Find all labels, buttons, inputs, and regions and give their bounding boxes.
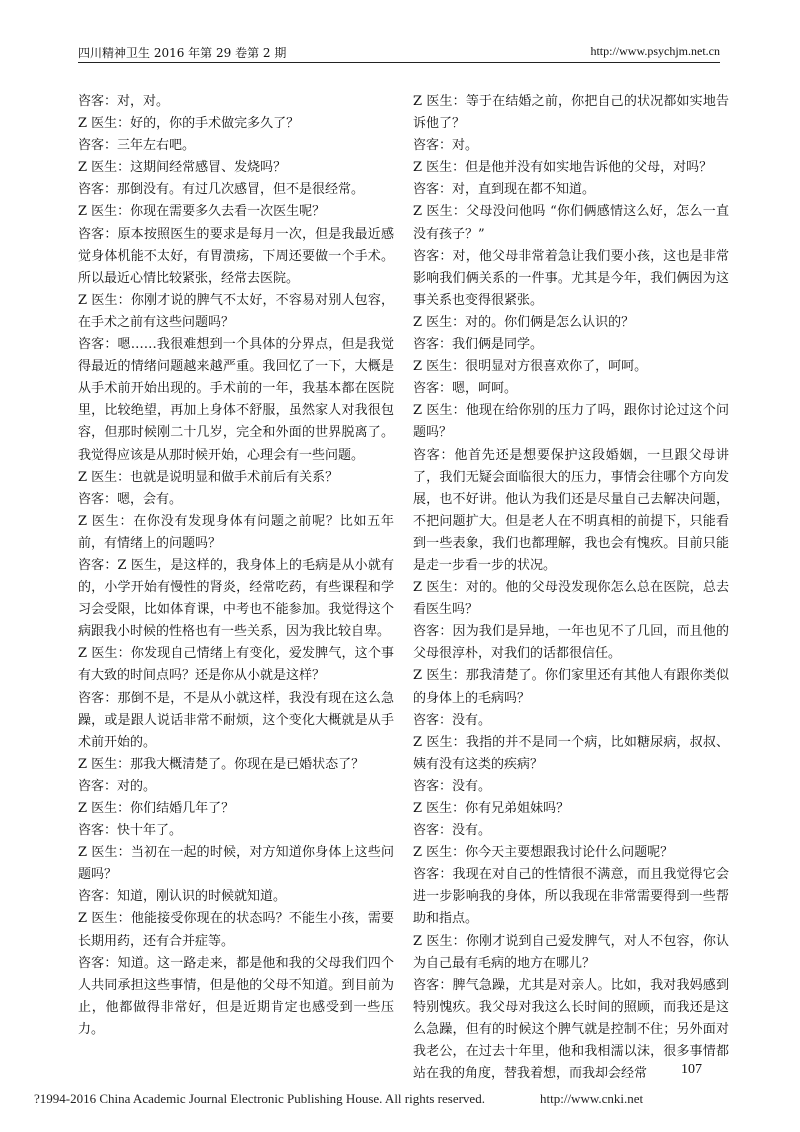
dialogue-paragraph: 咨客：原本按照医生的要求是每月一次，但是我最近感觉身体机能不太好，有胃溃疡，下周还要做一个手术。所以最近心情比较紧张，经常去医院。 [78, 226, 394, 286]
dialogue-paragraph: 咨客：对的。 [78, 778, 157, 794]
footer-link[interactable]: http://www.cnki.net [540, 1091, 644, 1106]
running-header [78, 42, 720, 63]
dialogue-paragraph: Z 医生：你刚才说到自己爱发脾气，对人不包容，你认为自己最有毛病的地方在哪儿？ [413, 933, 729, 971]
dialogue-paragraph: 咨客：那倒不是，不是从小就这样，我没有现在这么急躁，或是跟人说话非常不耐烦，这个变化大概就是从手术前开始的。 [78, 690, 394, 750]
dialogue-paragraph: 咨客：对，直到现在都不知道。 [413, 182, 596, 198]
dialogue-paragraph: 咨客：对，对。 [78, 94, 170, 109]
dialogue-paragraph: Z 医生：很明显对方很喜欢你了，呵呵。 [413, 359, 648, 375]
dialogue-paragraph: Z 医生：那我大概清楚了。你现在是已婚状态了？ [78, 756, 365, 772]
dialogue-paragraph: 咨客：对，他父母非常着急让我们要小孩，这也是非常影响我们俩关系的一件事。尤其是今年，我们俩因为这事关系也变得很紧张。 [413, 248, 729, 308]
dialogue-paragraph: 咨客：知道。这一路走来，都是他和我的父母我们四个人共同承担这些事情，但是他的父母不知道。到目前为止，他都做得非常好，但是近期肯定也感受到一些压力。 [78, 955, 394, 1037]
dialogue-paragraph: Z 医生：你今天主要想跟我讨论什么问题呢？ [413, 845, 674, 861]
dialogue-paragraph: 咨客：嗯，会有。 [78, 491, 183, 507]
dialogue-paragraph: Z 医生：好的，你的手术做完多久了？ [78, 116, 300, 132]
dialogue-paragraph: 咨客：没有。 [413, 778, 492, 794]
left-column [78, 91, 394, 1041]
dialogue-paragraph: Z 医生：我指的并不是同一个病，比如糖尿病，叔叔、姨有没有这类的疾病？ [413, 734, 729, 772]
dialogue-paragraph: Z 医生：对的。他的父母没发现你怎么总在医院，总去看医生吗？ [413, 580, 729, 618]
dialogue-paragraph: Z 医生：但是他并没有如实地告诉他的父母，对吗？ [413, 160, 713, 176]
dialogue-paragraph: 咨客：嗯，呵呵。 [413, 381, 518, 397]
dialogue-paragraph: 咨客：他首先还是想要保护这段婚姻，一旦跟父母讲了，我们无疑会面临很大的压力，事情会往哪个方向发展，也不好讲。他认为我们还是尽量自己去解决问题，不把问题扩大。但是老人在不明真相的前提下，只能看到一些表象，我们也都理解，我也会有愧疚。目前只能是走一步看一步的状况。 [413, 447, 729, 573]
dialogue-paragraph: 咨客：快十年了。 [78, 823, 183, 839]
dialogue-paragraph: 咨客：知道，刚认识的时候就知道。 [78, 889, 287, 905]
dialogue-paragraph: 咨客：三年左右吧。 [78, 138, 196, 154]
dialogue-paragraph: 咨客：我现在对自己的性情很不满意，而且我觉得它会进一步影响我的身体，所以我现在非常需要得到一些帮助和指点。 [413, 867, 729, 927]
dialogue-paragraph: Z 医生：你发现自己情绪上有变化，爱发脾气，这个事有大致的时间点吗？还是你从小就是这样？ [78, 646, 394, 684]
dialogue-paragraph: Z 医生：那我清楚了。你们家里还有其他人有跟你类似的身体上的毛病吗？ [413, 668, 729, 706]
dialogue-paragraph: 咨客：脾气急躁，尤其是对亲人。比如，我对我妈感到特别愧疚。我父母对我这么长时间的照顾，而我还是这么急躁，但有的时候这个脾气就是控制不住；另外面对我老公，在过去十年里，他和我相濡以沫，很多事情都站在我的角度，替我着想，而我却会经常 [413, 977, 729, 1082]
dialogue-paragraph: 咨客：因为我们是异地，一年也见不了几回，而且他的父母很淳朴，对我们的话都很信任。 [413, 624, 729, 662]
dialogue-paragraph: Z 医生：父母没问他吗 “你们俩感情这么好，怎么一直没有孩子？” [413, 204, 729, 242]
dialogue-paragraph: Z 医生：你现在需要多久去看一次医生呢？ [78, 204, 326, 220]
dialogue-paragraph: Z 医生：也就是说明显和做手术前后有关系？ [78, 469, 339, 485]
dialogue-paragraph: Z 医生：他现在给你别的压力了吗，跟你讨论过这个问题吗？ [413, 403, 729, 441]
dialogue-paragraph: Z 医生：这期间经常感冒、发烧吗？ [78, 160, 287, 176]
dialogue-paragraph: 咨客：对。 [413, 138, 479, 154]
journal-website: http://www.psychjm.net.cn [590, 44, 720, 58]
dialogue-paragraph: 咨客：Z 医生，是这样的，我身体上的毛病是从小就有的，小学开始有慢性的肾炎，经常吃药，有些课程和学习会受限，比如体育课，中考也不能参加。我觉得这个病跟我小时候的性格也有一些关系，因为我比较自卑。 [78, 557, 394, 640]
dialogue-paragraph: Z 医生：你刚才说的脾气不太好，不容易对别人包容，在手术之前有这些问题吗？ [78, 292, 394, 330]
dialogue-paragraph: 咨客：没有。 [413, 712, 492, 728]
dialogue-paragraph: Z 医生：当初在一起的时候，对方知道你身体上这些问题吗？ [78, 845, 394, 883]
dialogue-paragraph: 咨客：我们俩是同学。 [413, 337, 544, 353]
dialogue-paragraph: Z 医生：他能接受你现在的状态吗？不能生小孩，需要长期用药，还有合并症等。 [78, 911, 394, 949]
dialogue-paragraph: 咨客：那倒没有。有过几次感冒，但不是很经常。 [78, 182, 365, 198]
page-number: 107 [681, 1062, 702, 1077]
right-column [413, 91, 729, 1085]
copyright-notice: ?1994-2016 China Academic Journal Electronic Publishing House. All rights reserved. [34, 1091, 485, 1106]
dialogue-paragraph: Z 医生：等于在结婚之前，你把自己的状况都如实地告诉他了？ [413, 94, 729, 132]
dialogue-paragraph: Z 医生：在你没有发现身体有问题之前呢？比如五年前，有情绪上的问题吗？ [78, 513, 394, 551]
dialogue-paragraph: 咨客：没有。 [413, 823, 492, 839]
dialogue-paragraph: Z 医生：你们结婚几年了？ [78, 801, 235, 816]
journal-title: 四川精神卫生 2016 年第 29 卷第 2 期 [78, 46, 287, 60]
dialogue-paragraph: Z 医生：对的。你们俩是怎么认识的？ [413, 314, 635, 330]
dialogue-paragraph: 咨客：嗯……我很难想到一个具体的分界点，但是我觉得最近的情绪问题越来越严重。我回忆了一下，大概是从手术前开始出现的。手术前的一年，我基本都在医院里，比较绝望，再加上身体不舒服，虽然家人对我很包容，但那时候刚二十几岁，完全和外面的世界脱离了。我觉得应该是从那时候开始，心理会有一些问题。 [78, 337, 394, 463]
dialogue-paragraph: Z 医生：你有兄弟姐妹吗？ [413, 801, 570, 816]
